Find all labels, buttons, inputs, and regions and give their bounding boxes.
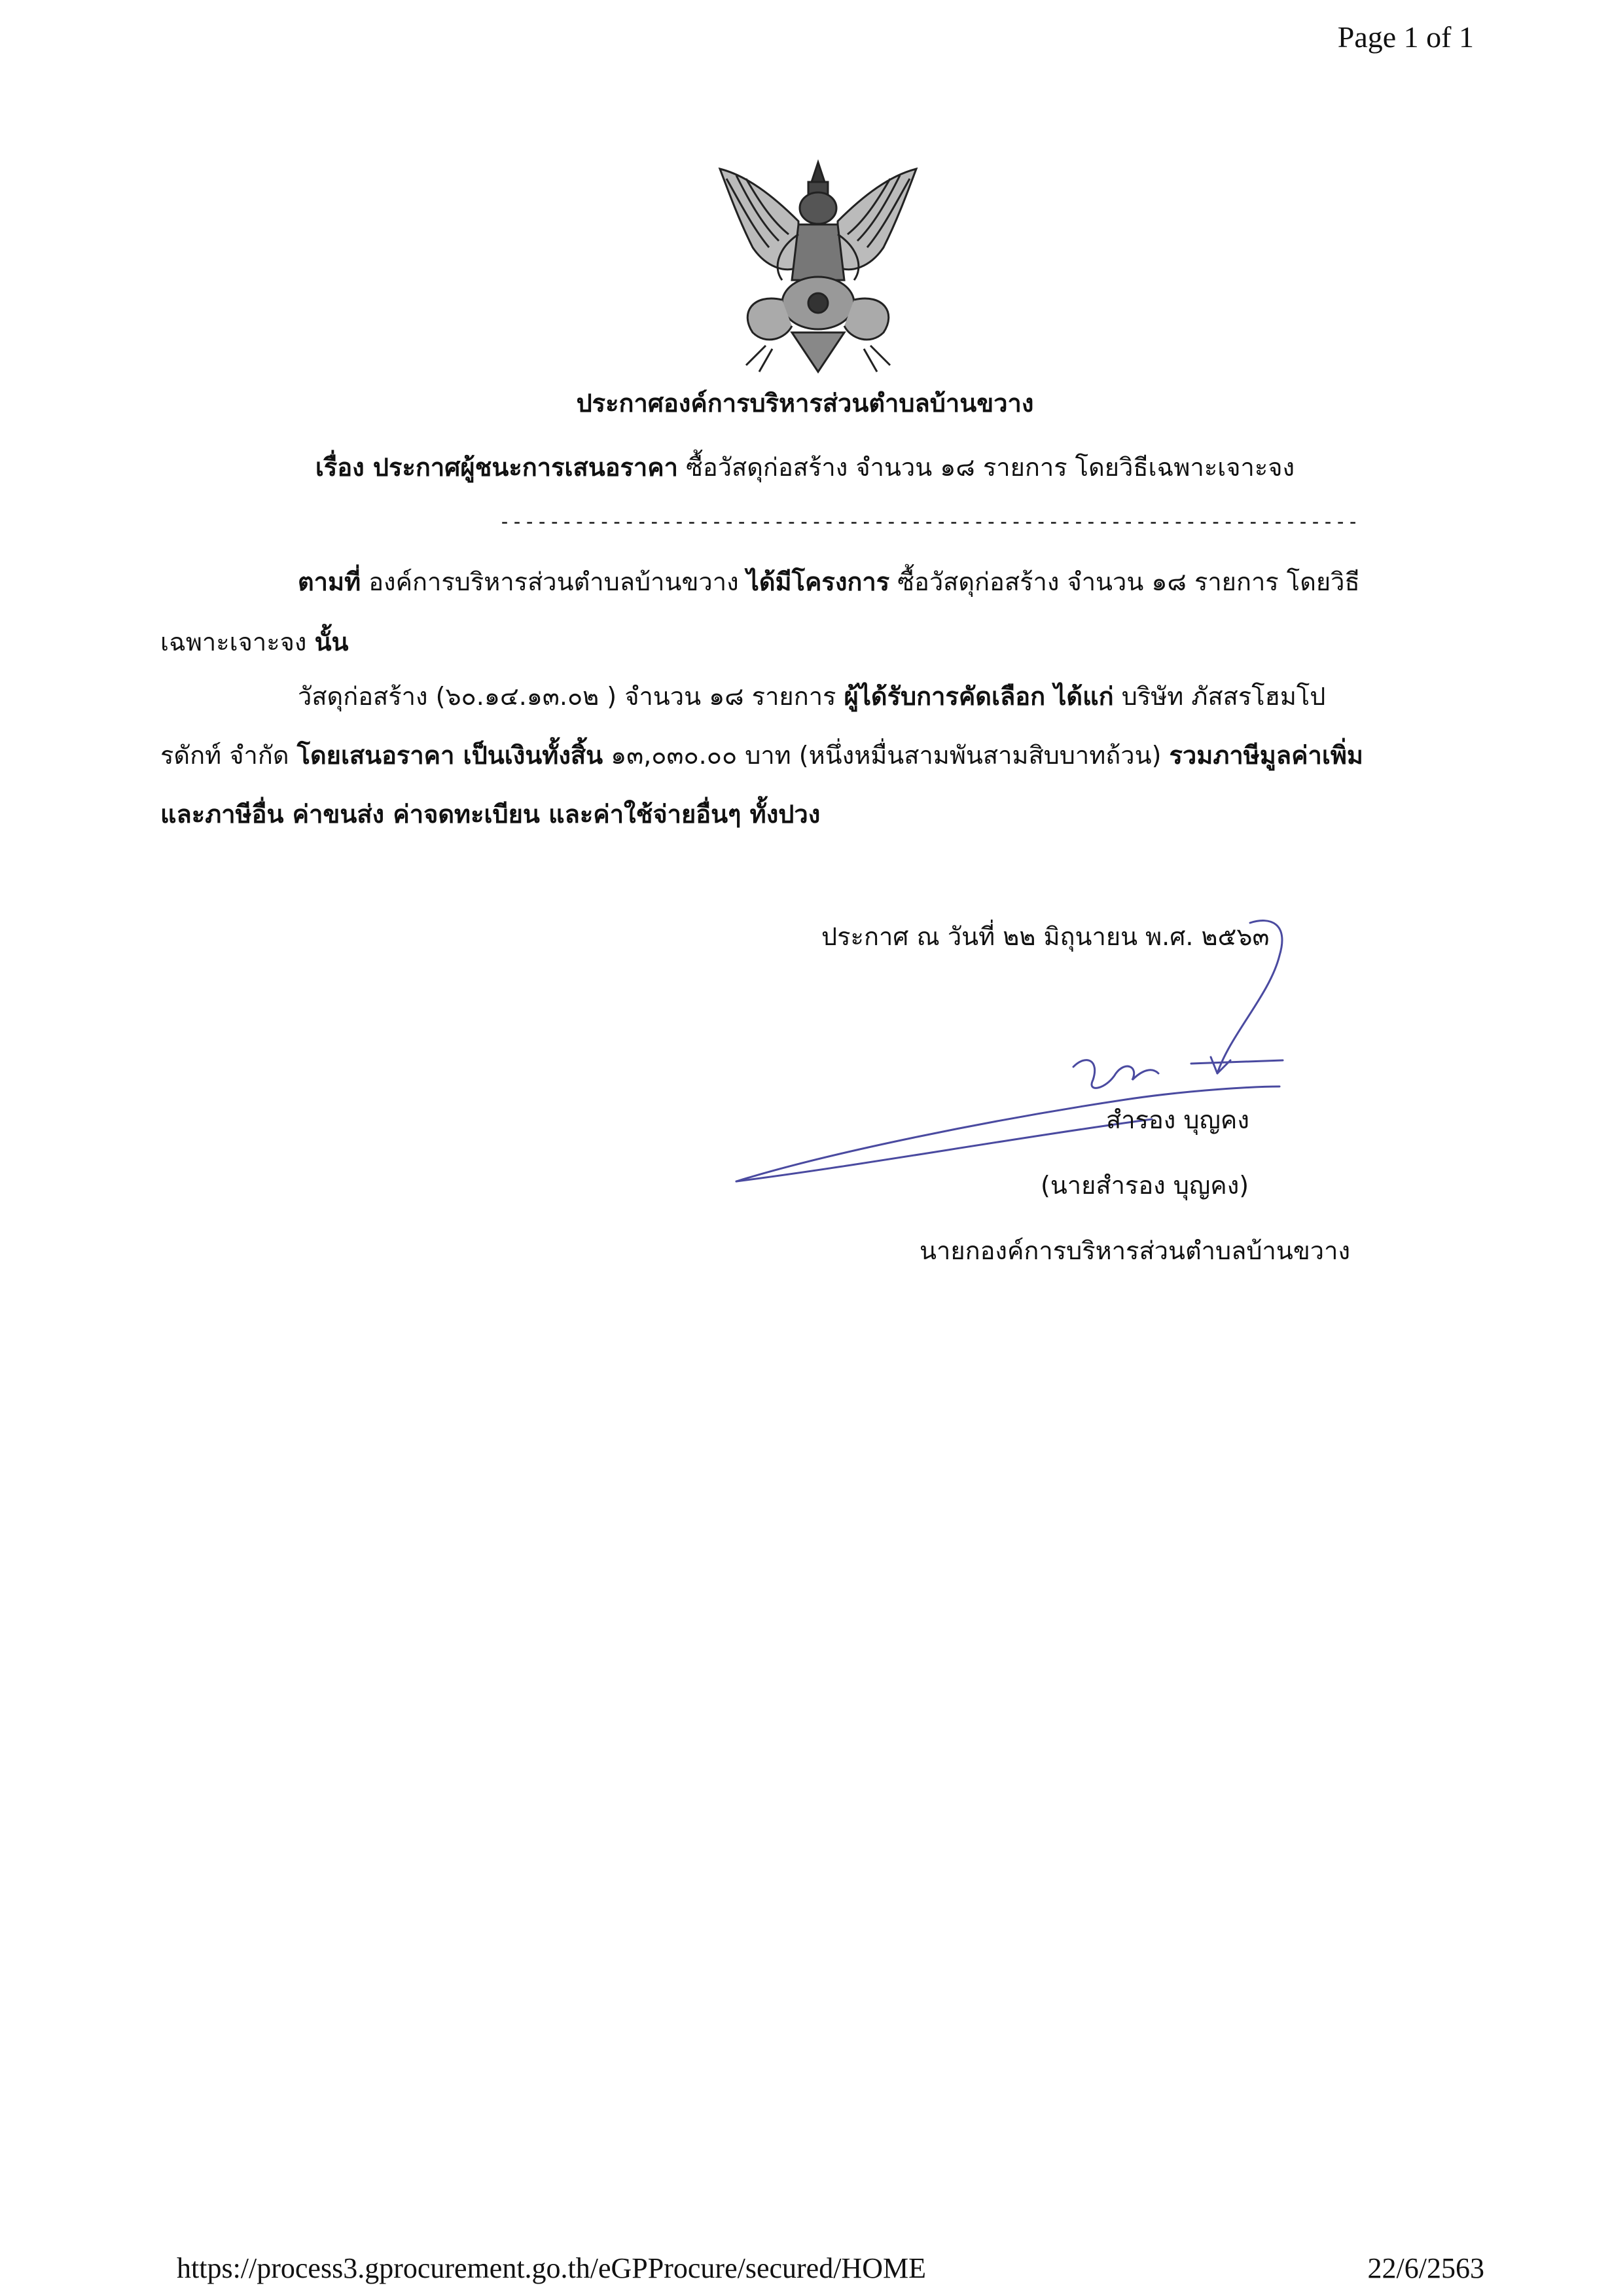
subject-line [0,447,1610,487]
paragraph-1-line-1 [298,569,1360,594]
para2-bold1: ผู้ได้รับการคัดเลือก ได้แก่ [844,682,1114,711]
paragraph-2-line-1 [298,684,1325,709]
para2-line2-bold1: โดยเสนอราคา เป็นเงินทั้งสิ้น [296,741,603,770]
para1-text1: องค์การบริหารส่วนตำบลบ้านขวาง [361,567,747,596]
para2-text1: วัสดุก่อสร้าง (๖๐.๑๔.๑๓.๐๒ ) จำนวน ๑๘ รายการ [298,682,844,711]
paragraph-1-line-2 [160,630,349,655]
handwritten-signature [733,903,1401,1204]
paragraph-2-line-3 [160,802,820,827]
para1-line2: เฉพาะเจาะจง [160,628,315,656]
para2-line2-text1: รดักท์ จำกัด [160,741,297,770]
garuda-emblem-icon [707,149,929,385]
paragraph-2-line-2 [160,743,1363,768]
footer-url: https://process3.gprocurement.go.th/eGPProcure/secured/HOME [177,2252,926,2284]
para1-lead: ตามที่ [298,567,361,596]
subject-label: เรื่อง ประกาศผู้ชนะการเสนอราคา [315,453,679,482]
para2-line2-text2: ๑๓,๐๓๐.๐๐ บาท (หนึ่งหมื่นสามพันสามสิบบาทถ้วน) [603,741,1170,770]
para2-line2-bold2: รวมภาษีมูลค่าเพิ่ม [1169,741,1363,770]
separator-line: --------------------------------------------------------------------- [499,511,1360,533]
signatory-name-full: (นายสำรอง บุญคง) [1041,1171,1249,1200]
agency-title: ประกาศองค์การบริหารส่วนตำบลบ้านขวาง [576,389,1034,418]
para1-bold2: ได้มีโครงการ [746,567,890,596]
footer-date: 22/6/2563 [1367,2252,1484,2284]
signatory-name-short: สำรอง บุญคง [1106,1105,1249,1134]
signatory-position: นายกองค์การบริหารส่วนตำบลบ้านขวาง [920,1236,1351,1265]
para1-text2: ซื้อวัสดุก่อสร้าง จำนวน ๑๘ รายการ โดยวิธี [889,567,1360,596]
para2-line3-bold: และภาษีอื่น ค่าขนส่ง ค่าจดทะเบียน และค่าใช้จ่ายอื่นๆ ทั้งปวง [160,800,821,829]
para1-end: นั้น [314,628,349,656]
date-label: ประกาศ ณ วันที่ [821,922,995,951]
date-value: ๒๒ มิถุนายน พ.ศ. ๒๕๖๓ [995,922,1270,951]
subject-text: ซื้อวัสดุก่อสร้าง จำนวน ๑๘ รายการ โดยวิธีเฉพาะเจาะจง [678,453,1295,482]
page-number: Page 1 of 1 [1337,20,1474,54]
para2-text2: บริษัท ภัสสรโฮมโป [1113,682,1326,711]
